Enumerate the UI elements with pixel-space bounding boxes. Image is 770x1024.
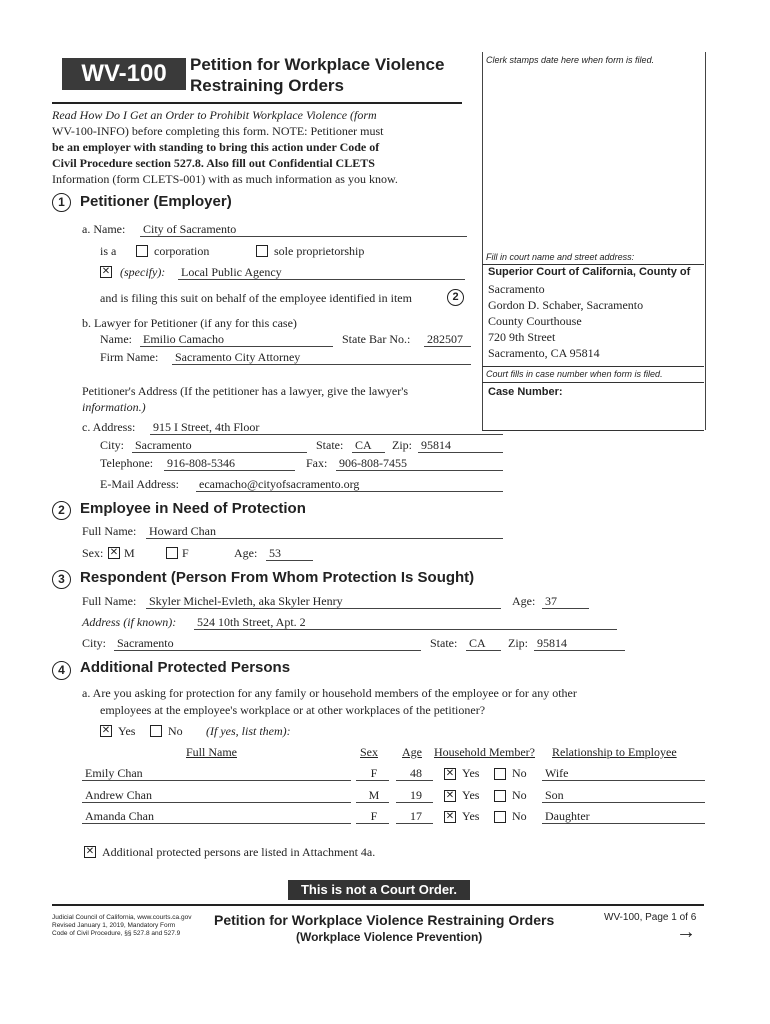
footer-subtitle: (Workplace Violence Prevention) bbox=[296, 930, 483, 944]
row-no-checkbox[interactable] bbox=[494, 790, 506, 802]
respondent-zip-field[interactable]: 95814 bbox=[534, 636, 625, 651]
state-label: State: bbox=[316, 438, 344, 452]
respondent-name-label: Full Name: bbox=[82, 594, 137, 608]
col-header-household: Household Member? bbox=[434, 745, 535, 759]
form-title-line1: Petition for Workplace Violence bbox=[190, 55, 445, 74]
row-no-label: No bbox=[512, 788, 527, 802]
respondent-age-field[interactable]: 37 bbox=[542, 594, 589, 609]
employee-m-label: M bbox=[124, 546, 135, 560]
row-no-label: No bbox=[512, 766, 527, 780]
employee-age-label: Age: bbox=[234, 546, 258, 560]
lawyer-label: b. Lawyer for Petitioner (if any for this case) bbox=[82, 316, 297, 330]
lawyer-name-label: Name: bbox=[100, 332, 132, 346]
protected-question-1: a. Are you asking for protection for any family or household members of the employee or for any other bbox=[82, 686, 577, 700]
section-2-title: Employee in Need of Protection bbox=[80, 500, 306, 517]
address-field[interactable]: 915 I Street, 4th Floor bbox=[150, 420, 503, 435]
corporation-checkbox[interactable] bbox=[136, 245, 148, 257]
row-no-checkbox[interactable] bbox=[494, 768, 506, 780]
row-yes-checkbox[interactable]: ✕ bbox=[445, 768, 455, 779]
protected-no-checkbox[interactable] bbox=[150, 725, 162, 737]
city-field[interactable]: Sacramento bbox=[132, 438, 307, 453]
addr-note-1: Petitioner's Address (If the petitioner has a lawyer, give the lawyer's bbox=[82, 384, 409, 398]
intro-line-1: Read How Do I Get an Order to Prohibit Workplace Violence (form bbox=[52, 108, 377, 122]
section-2-number: 2 bbox=[52, 501, 71, 520]
respondent-addr-label: Address (if known): bbox=[82, 615, 177, 629]
bar-field[interactable]: 282507 bbox=[424, 332, 471, 347]
respondent-state-field[interactable]: CA bbox=[466, 636, 501, 651]
row-no-label: No bbox=[512, 809, 527, 823]
respondent-zip-label: Zip: bbox=[508, 636, 528, 650]
row-yes-label: Yes bbox=[462, 788, 480, 802]
court-line-3: Gordon D. Schaber, Sacramento bbox=[488, 298, 644, 312]
next-page-arrow-icon[interactable]: → bbox=[676, 921, 696, 943]
form-title-line2: Restraining Orders bbox=[190, 76, 344, 95]
attachment-text: Additional protected persons are listed in Attachment 4a. bbox=[102, 845, 376, 859]
case-bottom-rule bbox=[482, 430, 704, 431]
row-yes-checkbox[interactable]: ✕ bbox=[445, 790, 455, 801]
protected-no-label: No bbox=[168, 724, 183, 738]
employee-m-checkbox[interactable]: ✕ bbox=[109, 547, 119, 558]
email-field[interactable]: ecamacho@cityofsacramento.org bbox=[196, 477, 503, 492]
specify-label: (specify): bbox=[120, 265, 166, 279]
section-4-title: Additional Protected Persons bbox=[80, 659, 291, 676]
firm-label: Firm Name: bbox=[100, 350, 159, 364]
protected-yes-checkbox[interactable]: ✕ bbox=[101, 725, 111, 736]
row-age[interactable]: 17 bbox=[396, 809, 433, 824]
phone-field[interactable]: 916-808-5346 bbox=[164, 456, 295, 471]
firm-field[interactable]: Sacramento City Attorney bbox=[172, 350, 471, 365]
employee-sex-label: Sex: bbox=[82, 546, 104, 560]
specify-checkbox[interactable]: ✕ bbox=[101, 266, 111, 277]
case-number-note: Court fills in case number when form is filed. bbox=[486, 369, 663, 379]
employee-name-label: Full Name: bbox=[82, 524, 137, 538]
court-name: Superior Court of California, County of bbox=[488, 266, 691, 278]
sole-prop-label: sole proprietorship bbox=[274, 244, 365, 258]
not-court-order-banner: This is not a Court Order. bbox=[288, 880, 470, 900]
row-relationship[interactable]: Son bbox=[542, 788, 705, 803]
col-header-name: Full Name bbox=[186, 745, 237, 759]
row-name[interactable]: Andrew Chan bbox=[82, 788, 351, 803]
row-yes-label: Yes bbox=[462, 766, 480, 780]
header-rule bbox=[52, 102, 462, 104]
row-sex[interactable]: F bbox=[356, 766, 389, 781]
court-line-4: County Courthouse bbox=[488, 314, 582, 328]
row-yes-checkbox[interactable]: ✕ bbox=[445, 811, 455, 822]
case-top-rule bbox=[482, 382, 704, 383]
address-label: c. Address: bbox=[82, 420, 136, 434]
court-line-5: 720 9th Street bbox=[488, 330, 556, 344]
intro-line-3: be an employer with standing to bring this action under Code of bbox=[52, 140, 380, 154]
row-name[interactable]: Amanda Chan bbox=[82, 809, 351, 824]
row-age[interactable]: 19 bbox=[396, 788, 433, 803]
section-3-title: Respondent (Person From Whom Protection Is Sought) bbox=[80, 569, 475, 586]
employee-f-checkbox[interactable] bbox=[166, 547, 178, 559]
fax-field[interactable]: 906-808-7455 bbox=[336, 456, 503, 471]
employee-name-field[interactable]: Howard Chan bbox=[146, 524, 503, 539]
respondent-city-field[interactable]: Sacramento bbox=[114, 636, 421, 651]
intro-line-2: WV-100-INFO) before completing this form. NOTE: Petitioner must bbox=[52, 124, 384, 138]
respondent-city-label: City: bbox=[82, 636, 107, 650]
zip-label: Zip: bbox=[392, 438, 412, 452]
respondent-name-field[interactable]: Skyler Michel-Evleth, aka Skyler Henry bbox=[146, 594, 501, 609]
is-a-label: is a bbox=[100, 244, 117, 258]
email-label: E-Mail Address: bbox=[100, 477, 179, 491]
specify-field[interactable]: Local Public Agency bbox=[178, 265, 465, 280]
row-sex[interactable]: F bbox=[356, 809, 389, 824]
protected-question-2: employees at the employee's workplace or at other workplaces of the petitioner? bbox=[100, 703, 486, 717]
section-1-number: 1 bbox=[52, 193, 71, 212]
employee-age-field[interactable]: 53 bbox=[266, 546, 313, 561]
fax-label: Fax: bbox=[306, 456, 328, 470]
city-label: City: bbox=[100, 438, 125, 452]
col-header-sex: Sex bbox=[360, 745, 378, 759]
section-1-title: Petitioner (Employer) bbox=[80, 193, 232, 210]
footer-rule bbox=[52, 904, 704, 906]
footer-left-2: Revised January 1, 2019, Mandatory Form bbox=[52, 922, 176, 929]
protected-if-yes: (If yes, list them): bbox=[206, 724, 291, 738]
corporation-label: corporation bbox=[154, 244, 210, 258]
row-name[interactable]: Emily Chan bbox=[82, 766, 351, 781]
row-sex[interactable]: M bbox=[356, 788, 389, 803]
footer-page: WV-100, Page 1 of 6 bbox=[604, 912, 697, 923]
attachment-checkbox[interactable]: ✕ bbox=[85, 846, 95, 857]
row-no-checkbox[interactable] bbox=[494, 811, 506, 823]
form-code-badge: WV-100 bbox=[62, 58, 186, 90]
respondent-addr-field[interactable]: 524 10th Street, Apt. 2 bbox=[194, 615, 617, 630]
petitioner-name-field[interactable]: City of Sacramento bbox=[140, 222, 467, 237]
row-yes-label: Yes bbox=[462, 809, 480, 823]
intro-line-4: Civil Procedure section 527.8. Also fill out Confidential CLETS bbox=[52, 156, 375, 170]
protected-yes-label: Yes bbox=[118, 724, 136, 738]
case-number-label: Case Number: bbox=[488, 386, 563, 398]
row-relationship[interactable]: Wife bbox=[542, 766, 705, 781]
zip-field[interactable]: 95814 bbox=[418, 438, 503, 453]
row-relationship[interactable]: Daughter bbox=[542, 809, 705, 824]
court-bottom-rule bbox=[482, 366, 704, 367]
intro-line-5: Information (form CLETS-001) with as much information as you know. bbox=[52, 172, 398, 186]
col-header-age: Age bbox=[402, 745, 422, 759]
respondent-age-label: Age: bbox=[512, 594, 536, 608]
footer-left-3: Code of Civil Procedure, §§ 527.8 and 527.9 bbox=[52, 930, 181, 937]
employee-f-label: F bbox=[182, 546, 189, 560]
court-line-2: Sacramento bbox=[488, 282, 545, 296]
filing-item-ref: 2 bbox=[447, 289, 464, 306]
court-top-rule bbox=[482, 264, 704, 265]
footer-title: Petition for Workplace Violence Restraining Orders bbox=[214, 912, 555, 928]
footer-left-1: Judicial Council of California, www.courts.ca.gov bbox=[52, 914, 192, 921]
phone-label: Telephone: bbox=[100, 456, 154, 470]
addr-note-2: information.) bbox=[82, 400, 146, 414]
court-line-6: Sacramento, CA 95814 bbox=[488, 346, 600, 360]
clerk-stamp-label: Clerk stamps date here when form is filed. bbox=[486, 55, 655, 65]
filing-text: and is filing this suit on behalf of the employee identified in item bbox=[100, 291, 412, 305]
sole-prop-checkbox[interactable] bbox=[256, 245, 268, 257]
section-3-number: 3 bbox=[52, 570, 71, 589]
respondent-state-label: State: bbox=[430, 636, 458, 650]
bar-label: State Bar No.: bbox=[342, 332, 411, 346]
col-header-relationship: Relationship to Employee bbox=[552, 745, 677, 759]
section-4-number: 4 bbox=[52, 661, 71, 680]
court-label: Fill in court name and street address: bbox=[486, 252, 635, 262]
petitioner-name-label: a. Name: bbox=[82, 222, 126, 236]
row-age[interactable]: 48 bbox=[396, 766, 433, 781]
state-field[interactable]: CA bbox=[352, 438, 385, 453]
lawyer-name-field[interactable]: Emilio Camacho bbox=[140, 332, 333, 347]
